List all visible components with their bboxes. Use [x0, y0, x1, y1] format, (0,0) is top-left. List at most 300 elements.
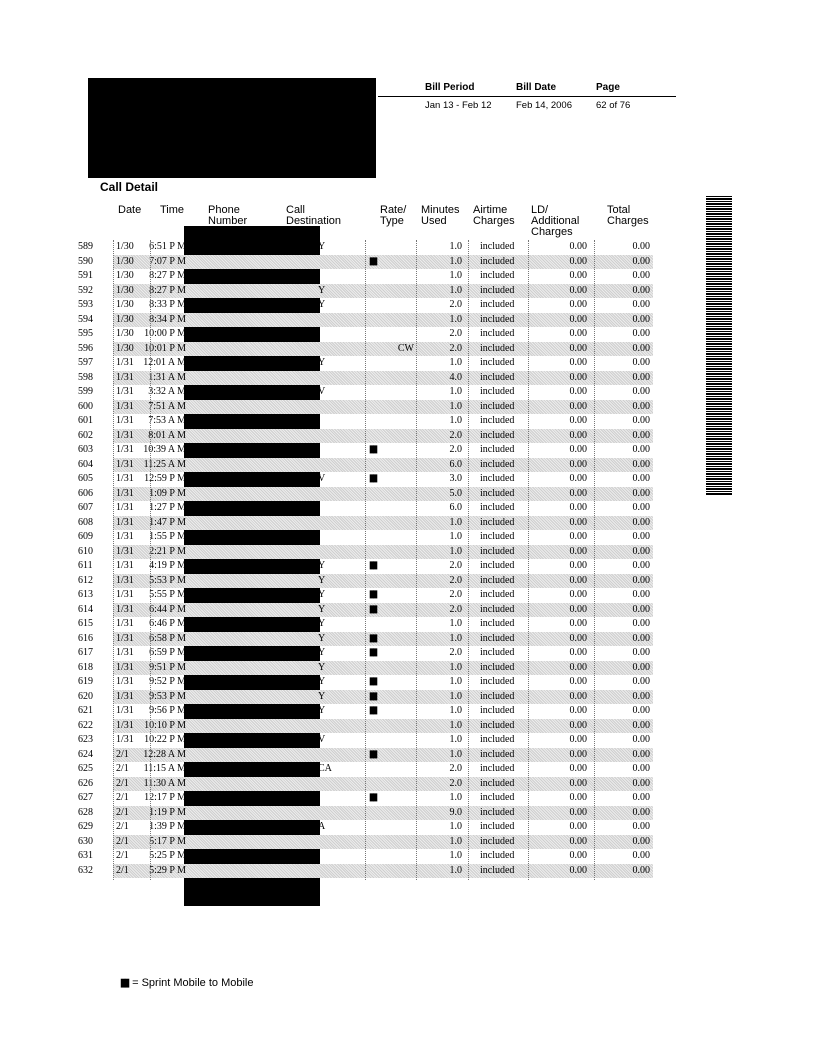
- call-date: 1/30: [116, 313, 134, 325]
- minutes-used: 2.0: [449, 603, 462, 615]
- minutes-used: 5.0: [449, 487, 462, 499]
- col-separator: [528, 240, 529, 880]
- col-separator: [113, 240, 114, 880]
- airtime-charges: included: [480, 502, 515, 513]
- call-time: 5:25 P M: [149, 850, 186, 861]
- airtime-charges: included: [480, 531, 515, 542]
- minutes-used: 1.0: [449, 400, 462, 412]
- call-destination: Y: [318, 647, 326, 658]
- call-destination: Y: [318, 705, 326, 716]
- minutes-used: 2.0: [449, 560, 462, 571]
- row-number: 604: [78, 458, 93, 470]
- airtime-charges: included: [480, 371, 515, 383]
- total-charges: 0.00: [632, 748, 650, 760]
- airtime-charges: included: [480, 850, 515, 861]
- total-charges: 0.00: [632, 473, 650, 484]
- airtime-charges: included: [480, 328, 515, 339]
- total-charges: 0.00: [632, 371, 650, 383]
- airtime-charges: included: [480, 734, 515, 745]
- call-date: 2/1: [116, 806, 129, 818]
- total-charges: 0.00: [632, 328, 650, 339]
- row-number: 620: [78, 690, 93, 702]
- call-date: 1/31: [116, 473, 134, 484]
- total-charges: 0.00: [632, 284, 650, 296]
- row-number: 589: [78, 241, 93, 252]
- airtime-charges: included: [480, 516, 515, 528]
- minutes-used: 1.0: [449, 632, 462, 644]
- row-number: 619: [78, 676, 93, 687]
- call-time: 9:56 P M: [149, 705, 186, 716]
- col-separator: [594, 240, 595, 880]
- airtime-charges: included: [480, 806, 515, 818]
- call-date: 1/31: [116, 357, 134, 368]
- minutes-used: 6.0: [449, 502, 462, 513]
- minutes-used: 1.0: [449, 386, 462, 397]
- ld-charges: 0.00: [569, 299, 587, 310]
- row-number: 628: [78, 806, 93, 818]
- airtime-charges: included: [480, 763, 515, 774]
- airtime-charges: included: [480, 618, 515, 629]
- airtime-charges: included: [480, 415, 515, 426]
- total-charges: 0.00: [632, 487, 650, 499]
- total-charges: 0.00: [632, 589, 650, 600]
- call-time: 8:27 P M: [149, 270, 186, 281]
- call-time: 1:09 P M: [149, 487, 186, 499]
- rate-type: CW: [397, 342, 414, 354]
- minutes-used: 1.0: [449, 357, 462, 368]
- call-time: 10:00 P M: [144, 328, 186, 339]
- call-destination: V: [318, 473, 326, 484]
- row-number: 593: [78, 299, 93, 310]
- mobile-to-mobile-icon: ▮▮: [369, 603, 377, 615]
- section-title: Call Detail: [100, 180, 159, 194]
- airtime-charges: included: [480, 270, 515, 281]
- redacted-account-block: [88, 78, 376, 178]
- airtime-charges: included: [480, 792, 515, 803]
- total-charges: 0.00: [632, 647, 650, 658]
- total-charges: 0.00: [632, 864, 650, 876]
- total-charges: 0.00: [632, 444, 650, 455]
- row-number: 608: [78, 516, 93, 528]
- call-time: 10:10 P M: [144, 719, 186, 731]
- col-date: Date: [118, 204, 142, 216]
- call-time: 5:55 P M: [149, 589, 186, 600]
- ld-charges: 0.00: [569, 835, 587, 847]
- airtime-charges: included: [480, 574, 515, 586]
- airtime-charges: included: [480, 386, 515, 397]
- airtime-charges: included: [480, 705, 515, 716]
- minutes-used: 1.0: [449, 864, 462, 876]
- call-destination: Y: [318, 603, 326, 615]
- ld-charges: 0.00: [569, 328, 587, 339]
- call-time: 8:27 P M: [149, 284, 186, 296]
- ld-charges: 0.00: [569, 661, 587, 673]
- total-charges: 0.00: [632, 705, 650, 716]
- minutes-used: 1.0: [449, 415, 462, 426]
- airtime-charges: included: [480, 603, 515, 615]
- ld-charges: 0.00: [569, 705, 587, 716]
- total-charges: 0.00: [632, 690, 650, 702]
- call-time: 11:25 A M: [143, 458, 186, 470]
- ld-charges: 0.00: [569, 821, 587, 832]
- airtime-charges: included: [480, 473, 515, 484]
- call-date: 1/30: [116, 299, 134, 310]
- ld-charges: 0.00: [569, 545, 587, 557]
- total-charges: 0.00: [632, 458, 650, 470]
- call-date: 1/31: [116, 371, 134, 383]
- ld-charges: 0.00: [569, 734, 587, 745]
- call-date: 1/30: [116, 342, 134, 354]
- call-time: 7:51 A M: [148, 400, 186, 412]
- mobile-to-mobile-icon: ▮▮: [369, 748, 377, 760]
- minutes-used: 1.0: [449, 545, 462, 557]
- total-charges: 0.00: [632, 400, 650, 412]
- ld-charges: 0.00: [569, 574, 587, 586]
- call-destination: Y: [318, 241, 326, 252]
- airtime-charges: included: [480, 444, 515, 455]
- airtime-charges: included: [480, 560, 515, 571]
- col-total: Total Charges: [607, 204, 649, 227]
- call-date: 1/31: [116, 589, 134, 600]
- row-number: 595: [78, 328, 93, 339]
- total-charges: 0.00: [632, 763, 650, 774]
- airtime-charges: included: [480, 429, 515, 441]
- ld-charges: 0.00: [569, 487, 587, 499]
- airtime-charges: included: [480, 487, 515, 499]
- row-number: 597: [78, 357, 93, 368]
- call-time: 5:53 P M: [149, 574, 186, 586]
- minutes-used: 2.0: [449, 777, 462, 789]
- airtime-charges: included: [480, 821, 515, 832]
- call-destination: Y: [318, 560, 326, 571]
- minutes-used: 1.0: [449, 690, 462, 702]
- total-charges: 0.00: [632, 603, 650, 615]
- call-date: 1/31: [116, 647, 134, 658]
- ld-charges: 0.00: [569, 386, 587, 397]
- ld-charges: 0.00: [569, 792, 587, 803]
- ld-charges: 0.00: [569, 516, 587, 528]
- minutes-used: 1.0: [449, 661, 462, 673]
- row-number: 598: [78, 371, 93, 383]
- ld-charges: 0.00: [569, 444, 587, 455]
- call-date: 1/31: [116, 560, 134, 571]
- row-number: 606: [78, 487, 93, 499]
- call-time: 9:53 P M: [149, 690, 186, 702]
- minutes-used: 1.0: [449, 284, 462, 296]
- total-charges: 0.00: [632, 777, 650, 789]
- total-charges: 0.00: [632, 792, 650, 803]
- call-time: 12:59 P M: [144, 473, 186, 484]
- row-number: 632: [78, 864, 93, 876]
- col-time: Time: [160, 204, 185, 216]
- call-time: 3:32 A M: [148, 386, 186, 397]
- row-number: 626: [78, 777, 93, 789]
- minutes-used: 1.0: [449, 705, 462, 716]
- total-charges: 0.00: [632, 429, 650, 441]
- airtime-charges: included: [480, 632, 515, 644]
- ld-charges: 0.00: [569, 270, 587, 281]
- total-charges: 0.00: [632, 255, 650, 267]
- ld-charges: 0.00: [569, 342, 587, 354]
- ld-charges: 0.00: [569, 603, 587, 615]
- call-time: 9:51 P M: [149, 661, 186, 673]
- ld-charges: 0.00: [569, 284, 587, 296]
- call-date: 2/1: [116, 777, 129, 789]
- minutes-used: 2.0: [449, 342, 462, 354]
- call-destination: Y: [318, 618, 326, 629]
- call-time: 1:55 P M: [149, 531, 186, 542]
- call-date: 1/31: [116, 458, 134, 470]
- total-charges: 0.00: [632, 734, 650, 745]
- airtime-charges: included: [480, 241, 515, 252]
- call-time: 12:28 A M: [143, 748, 186, 760]
- page-value: 62 of 76: [596, 100, 631, 111]
- airtime-charges: included: [480, 313, 515, 325]
- call-time: 6:59 P M: [149, 647, 186, 658]
- page-label: Page: [596, 82, 620, 93]
- airtime-charges: included: [480, 284, 515, 296]
- call-date: 1/31: [116, 574, 134, 586]
- ld-charges: 0.00: [569, 777, 587, 789]
- call-destination: Y: [318, 589, 326, 600]
- minutes-used: 1.0: [449, 255, 462, 267]
- bill-period-label: Bill Period: [425, 82, 475, 93]
- total-charges: 0.00: [632, 270, 650, 281]
- total-charges: 0.00: [632, 415, 650, 426]
- row-number: 615: [78, 618, 93, 629]
- total-charges: 0.00: [632, 502, 650, 513]
- call-time: 1:27 P M: [149, 502, 186, 513]
- call-date: 1/30: [116, 328, 134, 339]
- minutes-used: 1.0: [449, 270, 462, 281]
- total-charges: 0.00: [632, 632, 650, 644]
- col-rate: Rate/ Type: [380, 204, 407, 227]
- ld-charges: 0.00: [569, 458, 587, 470]
- row-number: 601: [78, 415, 93, 426]
- mobile-to-mobile-icon: ▮▮: [369, 792, 377, 803]
- airtime-charges: included: [480, 748, 515, 760]
- row-number: 600: [78, 400, 93, 412]
- call-time: 6:46 P M: [149, 618, 186, 629]
- row-number: 609: [78, 531, 93, 542]
- total-charges: 0.00: [632, 241, 650, 252]
- row-number: 596: [78, 342, 93, 354]
- ld-charges: 0.00: [569, 415, 587, 426]
- row-number: 602: [78, 429, 93, 441]
- call-time: 5:29 P M: [149, 864, 186, 876]
- total-charges: 0.00: [632, 850, 650, 861]
- call-date: 2/1: [116, 850, 129, 861]
- call-date: 1/31: [116, 705, 134, 716]
- total-charges: 0.00: [632, 299, 650, 310]
- ld-charges: 0.00: [569, 589, 587, 600]
- call-time: 10:01 P M: [144, 342, 186, 354]
- call-time: 10:39 A M: [143, 444, 186, 455]
- call-date: 1/31: [116, 734, 134, 745]
- minutes-used: 1.0: [449, 835, 462, 847]
- col-separator: [468, 240, 469, 880]
- row-number: 631: [78, 850, 93, 861]
- call-date: 2/1: [116, 835, 129, 847]
- row-number: 618: [78, 661, 93, 673]
- airtime-charges: included: [480, 255, 515, 267]
- airtime-charges: included: [480, 458, 515, 470]
- row-number: 605: [78, 473, 93, 484]
- total-charges: 0.00: [632, 516, 650, 528]
- call-time: 5:17 P M: [149, 835, 186, 847]
- mobile-to-mobile-icon: ▮▮: [369, 632, 377, 644]
- ld-charges: 0.00: [569, 429, 587, 441]
- row-number: 603: [78, 444, 93, 455]
- minutes-used: 9.0: [449, 806, 462, 818]
- airtime-charges: included: [480, 719, 515, 731]
- row-number: 617: [78, 647, 93, 658]
- row-number: 629: [78, 821, 93, 832]
- airtime-charges: included: [480, 357, 515, 368]
- call-destination: Y: [318, 661, 326, 673]
- call-time: 11:30 A M: [143, 777, 186, 789]
- call-date: 1/30: [116, 270, 134, 281]
- airtime-charges: included: [480, 589, 515, 600]
- call-date: 1/31: [116, 661, 134, 673]
- call-date: 2/1: [116, 864, 129, 876]
- minutes-used: 2.0: [449, 328, 462, 339]
- total-charges: 0.00: [632, 386, 650, 397]
- total-charges: 0.00: [632, 357, 650, 368]
- minutes-used: 1.0: [449, 748, 462, 760]
- airtime-charges: included: [480, 676, 515, 687]
- call-time: 7:07 P M: [149, 255, 186, 267]
- call-date: 1/31: [116, 487, 134, 499]
- total-charges: 0.00: [632, 560, 650, 571]
- call-time: 8:34 P M: [149, 313, 186, 325]
- total-charges: 0.00: [632, 835, 650, 847]
- call-date: 1/31: [116, 516, 134, 528]
- call-date: 2/1: [116, 792, 129, 803]
- mobile-to-mobile-icon: ▮▮: [369, 473, 377, 484]
- call-time: 1:19 P M: [149, 806, 186, 818]
- ld-charges: 0.00: [569, 676, 587, 687]
- minutes-used: 1.0: [449, 719, 462, 731]
- col-separator: [150, 240, 151, 880]
- call-date: 1/31: [116, 429, 134, 441]
- call-time: 9:52 P M: [149, 676, 186, 687]
- call-date: 1/31: [116, 719, 134, 731]
- minutes-used: 1.0: [449, 676, 462, 687]
- call-time: 4:19 P M: [149, 560, 186, 571]
- bill-period-value: Jan 13 - Feb 12: [425, 100, 492, 111]
- col-ld: LD/ Additional Charges: [531, 204, 580, 238]
- ld-charges: 0.00: [569, 255, 587, 267]
- call-time: 12:01 A M: [143, 357, 186, 368]
- ld-charges: 0.00: [569, 647, 587, 658]
- row-number: 624: [78, 748, 93, 760]
- ld-charges: 0.00: [569, 502, 587, 513]
- call-destination: Y: [318, 632, 326, 644]
- call-destination: CA: [318, 763, 332, 774]
- call-date: 1/31: [116, 531, 134, 542]
- call-destination: Y: [318, 574, 326, 586]
- minutes-used: 1.0: [449, 821, 462, 832]
- ld-charges: 0.00: [569, 763, 587, 774]
- airtime-charges: included: [480, 661, 515, 673]
- minutes-used: 2.0: [449, 444, 462, 455]
- total-charges: 0.00: [632, 821, 650, 832]
- minutes-used: 3.0: [449, 473, 462, 484]
- call-date: 2/1: [116, 763, 129, 774]
- ld-charges: 0.00: [569, 632, 587, 644]
- call-date: 1/31: [116, 632, 134, 644]
- total-charges: 0.00: [632, 545, 650, 557]
- call-destination: Y: [318, 690, 326, 702]
- call-date: 1/31: [116, 444, 134, 455]
- row-number: 623: [78, 734, 93, 745]
- minutes-used: 4.0: [449, 371, 462, 383]
- airtime-charges: included: [480, 299, 515, 310]
- total-charges: 0.00: [632, 719, 650, 731]
- call-date: 1/31: [116, 618, 134, 629]
- ld-charges: 0.00: [569, 560, 587, 571]
- call-time: 1:31 A M: [148, 371, 186, 383]
- call-destination: V: [318, 734, 326, 745]
- minutes-used: 2.0: [449, 429, 462, 441]
- ld-charges: 0.00: [569, 748, 587, 760]
- ld-charges: 0.00: [569, 864, 587, 876]
- bill-date-value: Feb 14, 2006: [516, 100, 572, 111]
- row-number: 616: [78, 632, 93, 644]
- row-number: 610: [78, 545, 93, 557]
- header-rule: [378, 96, 676, 97]
- row-number: 621: [78, 705, 93, 716]
- call-date: 1/31: [116, 603, 134, 615]
- minutes-used: 2.0: [449, 574, 462, 586]
- ld-charges: 0.00: [569, 371, 587, 383]
- call-destination: A: [318, 821, 326, 832]
- call-time: 1:47 P M: [149, 516, 186, 528]
- ld-charges: 0.00: [569, 241, 587, 252]
- call-date: 1/31: [116, 386, 134, 397]
- row-number: 622: [78, 719, 93, 731]
- ld-charges: 0.00: [569, 719, 587, 731]
- row-number: 590: [78, 255, 93, 267]
- airtime-charges: included: [480, 647, 515, 658]
- row-number: 594: [78, 313, 93, 325]
- call-destination: Y: [318, 284, 326, 296]
- call-destination: Y: [318, 676, 326, 687]
- mobile-to-mobile-icon: ▮▮: [369, 690, 377, 702]
- minutes-used: 1.0: [449, 516, 462, 528]
- minutes-used: 1.0: [449, 618, 462, 629]
- ld-charges: 0.00: [569, 531, 587, 542]
- call-date: 1/31: [116, 545, 134, 557]
- row-number: 627: [78, 792, 93, 803]
- ld-charges: 0.00: [569, 850, 587, 861]
- minutes-used: 2.0: [449, 763, 462, 774]
- col-minutes: Minutes Used: [421, 204, 460, 227]
- minutes-used: 2.0: [449, 299, 462, 310]
- call-destination: V: [318, 386, 326, 397]
- row-number: 599: [78, 386, 93, 397]
- row-number: 607: [78, 502, 93, 513]
- minutes-used: 1.0: [449, 531, 462, 542]
- minutes-used: 2.0: [449, 589, 462, 600]
- call-time: 10:22 P M: [144, 734, 186, 745]
- airtime-charges: included: [480, 545, 515, 557]
- col-separator: [365, 240, 366, 880]
- row-number: 592: [78, 284, 93, 296]
- ld-charges: 0.00: [569, 357, 587, 368]
- row-number: 611: [78, 560, 93, 571]
